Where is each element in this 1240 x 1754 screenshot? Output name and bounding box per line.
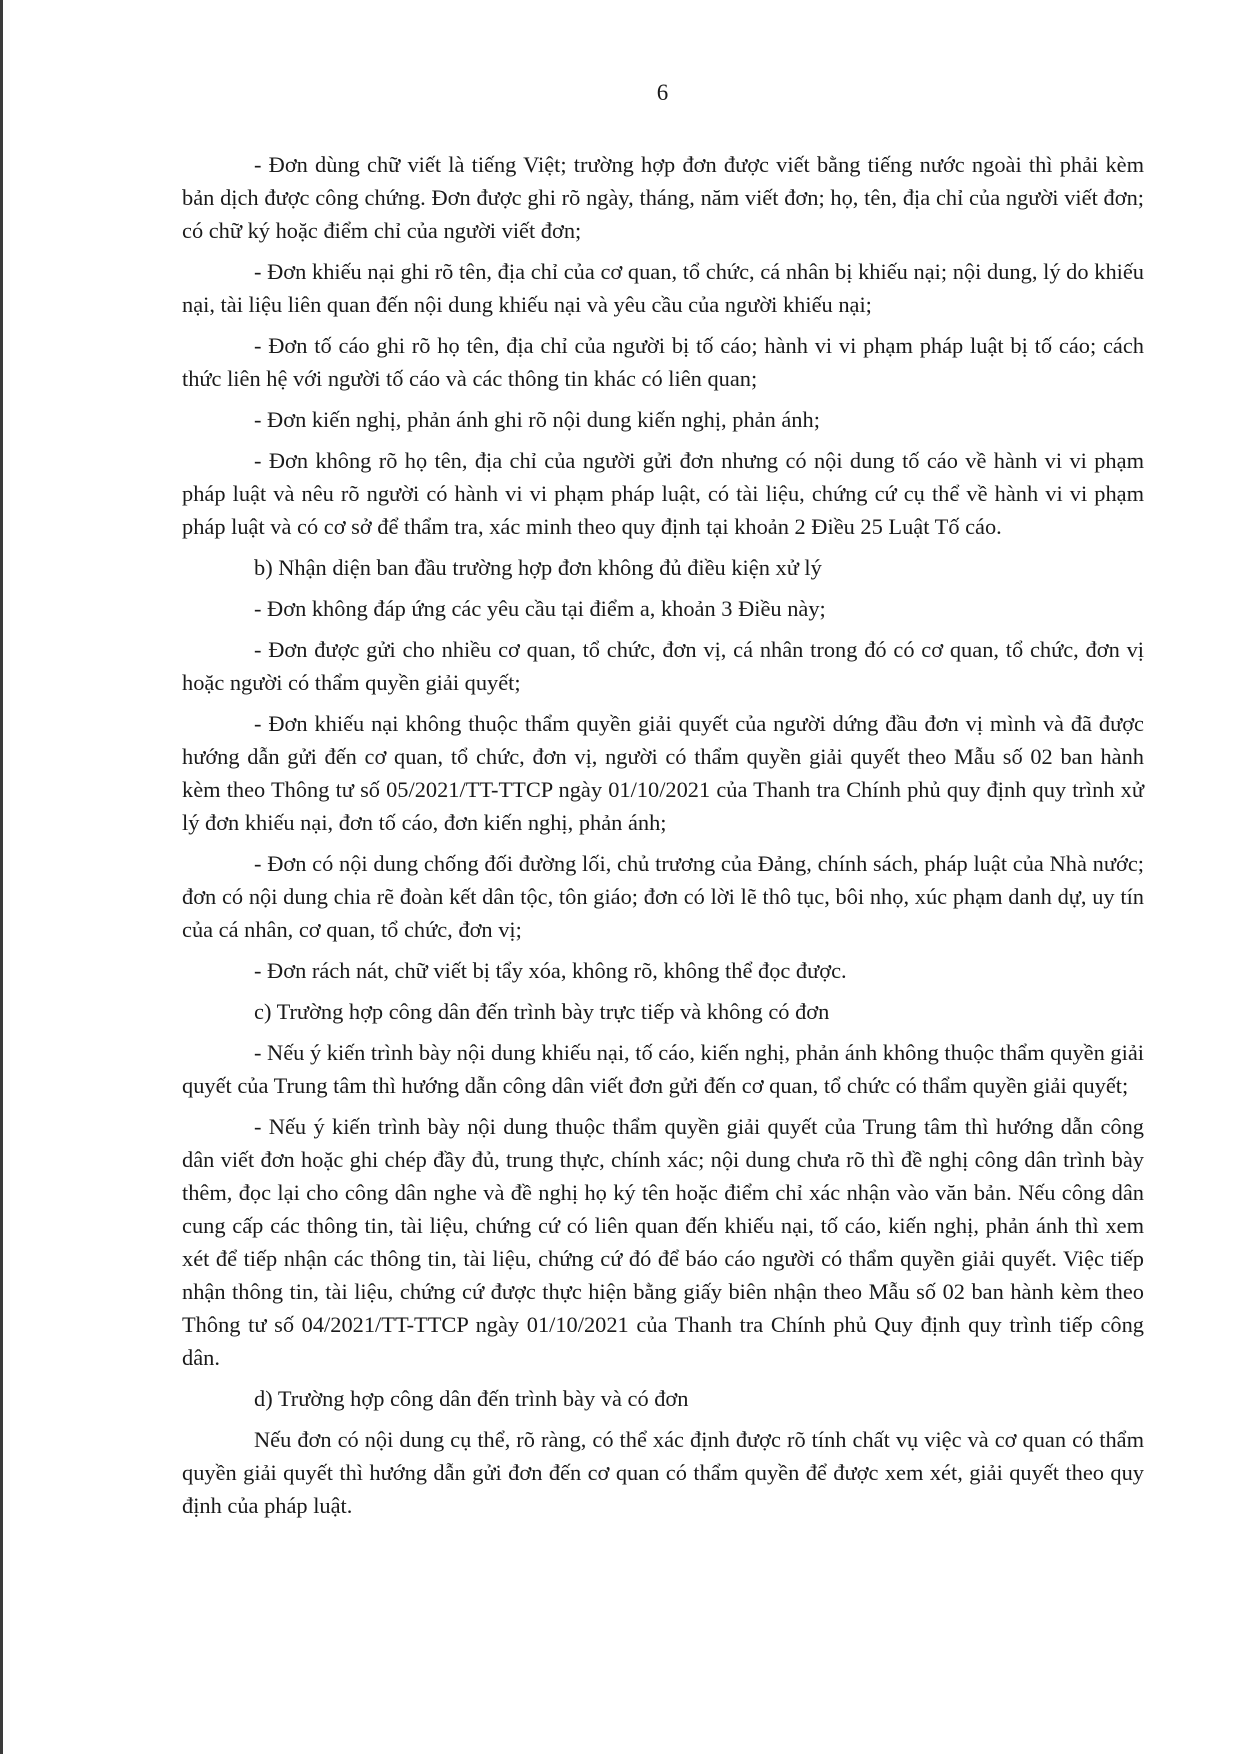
paragraph: - Đơn được gửi cho nhiều cơ quan, tổ chức, đơn vị, cá nhân trong đó có cơ quan, tổ chức, đơn vị hoặc người có thẩm quyền giải quyết; [182,637,1144,695]
paragraph: - Đơn tố cáo ghi rõ họ tên, địa chỉ của người bị tố cáo; hành vi vi phạm pháp luật bị tố cáo; cách thức liên hệ với người tố cáo và các thông tin khác có liên quan; [182,333,1144,391]
page-number: 6 [656,80,669,105]
document-body [182,148,1144,1530]
section-heading-b: b) Nhận diện ban đầu trường hợp đơn không đủ điều kiện xử lý [254,555,822,580]
paragraph: - Đơn không rõ họ tên, địa chỉ của người gửi đơn nhưng có nội dung tố cáo về hành vi vi phạm pháp luật và nêu rõ người có hành vi vi phạm pháp luật, có tài liệu, chứng cứ cụ thể về hành vi vi phạm pháp luật và có cơ sở để thẩm tra, xác minh theo quy định tại khoản 2 Điều 25 Luật Tố cáo. [182,448,1144,539]
paragraph: Nếu đơn có nội dung cụ thể, rõ ràng, có thể xác định được rõ tính chất vụ việc và cơ quan có thẩm quyền giải quyết thì hướng dẫn gửi đơn đến cơ quan có thẩm quyền để được xem xét, giải quyết theo quy định của pháp luật. [182,1427,1144,1518]
paragraph: - Đơn khiếu nại ghi rõ tên, địa chỉ của cơ quan, tổ chức, cá nhân bị khiếu nại; nội dung, lý do khiếu nại, tài liệu liên quan đến nội dung khiếu nại và yêu cầu của người khiếu nại; [182,259,1144,317]
paragraph: - Nếu ý kiến trình bày nội dung thuộc thẩm quyền giải quyết của Trung tâm thì hướng dẫn công dân viết đơn hoặc ghi chép đầy đủ, trung thực, chính xác; nội dung chưa rõ thì đề nghị công dân trình bày thêm, đọc lại cho công dân nghe và đề nghị họ ký tên hoặc điểm chỉ xác nhận vào văn bản. Nếu công dân cung cấp các thông tin, tài liệu, chứng cứ có liên quan đến khiếu nại, tố cáo, kiến nghị, phản ánh thì xem xét để tiếp nhận các thông tin, tài liệu, chứng cứ đó để báo cáo người có thẩm quyền giải quyết. Việc tiếp nhận thông tin, tài liệu, chứng cứ được thực hiện bằng giấy biên nhận theo Mẫu số 02 ban hành kèm theo Thông tư số 04/2021/TT-TTCP ngày 01/10/2021 của Thanh tra Chính phủ Quy định quy trình tiếp công dân. [182,1114,1144,1370]
paragraph: - Đơn rách nát, chữ viết bị tẩy xóa, không rõ, không thể đọc được. [254,958,847,983]
section-heading-d: d) Trường hợp công dân đến trình bày và có đơn [254,1386,689,1411]
paragraph: - Đơn kiến nghị, phản ánh ghi rõ nội dung kiến nghị, phản ánh; [254,407,820,432]
paragraph: - Đơn dùng chữ viết là tiếng Việt; trường hợp đơn được viết bằng tiếng nước ngoài thì phải kèm bản dịch được công chứng. Đơn được ghi rõ ngày, tháng, năm viết đơn; họ, tên, địa chỉ của người viết đơn; có chữ ký hoặc điểm chỉ của người viết đơn; [182,152,1144,243]
paragraph: - Đơn không đáp ứng các yêu cầu tại điểm a, khoản 3 Điều này; [254,596,826,621]
section-heading-c: c) Trường hợp công dân đến trình bày trực tiếp và không có đơn [254,999,830,1024]
paragraph: - Đơn khiếu nại không thuộc thẩm quyền giải quyết của người dứng đầu đơn vị mình và đã được hướng dẫn gửi đến cơ quan, tổ chức, đơn vị, người có thẩm quyền giải quyết theo Mẫu số 02 ban hành kèm theo Thông tư số 05/2021/TT-TTCP ngày 01/10/2021 của Thanh tra Chính phủ quy định quy trình xử lý đơn khiếu nại, đơn tố cáo, đơn kiến nghị, phản ánh; [182,711,1144,835]
paragraph: - Đơn có nội dung chống đối đường lối, chủ trương của Đảng, chính sách, pháp luật của Nhà nước; đơn có nội dung chia rẽ đoàn kết dân tộc, tôn giáo; đơn có lời lẽ thô tục, bôi nhọ, xúc phạm danh dự, uy tín của cá nhân, cơ quan, tổ chức, đơn vị; [182,851,1144,942]
page-edge [0,0,3,1754]
paragraph: - Nếu ý kiến trình bày nội dung khiếu nại, tố cáo, kiến nghị, phản ánh không thuộc thẩm quyền giải quyết của Trung tâm thì hướng dẫn công dân viết đơn gửi đến cơ quan, tổ chức có thẩm quyền giải quyết; [182,1040,1144,1098]
